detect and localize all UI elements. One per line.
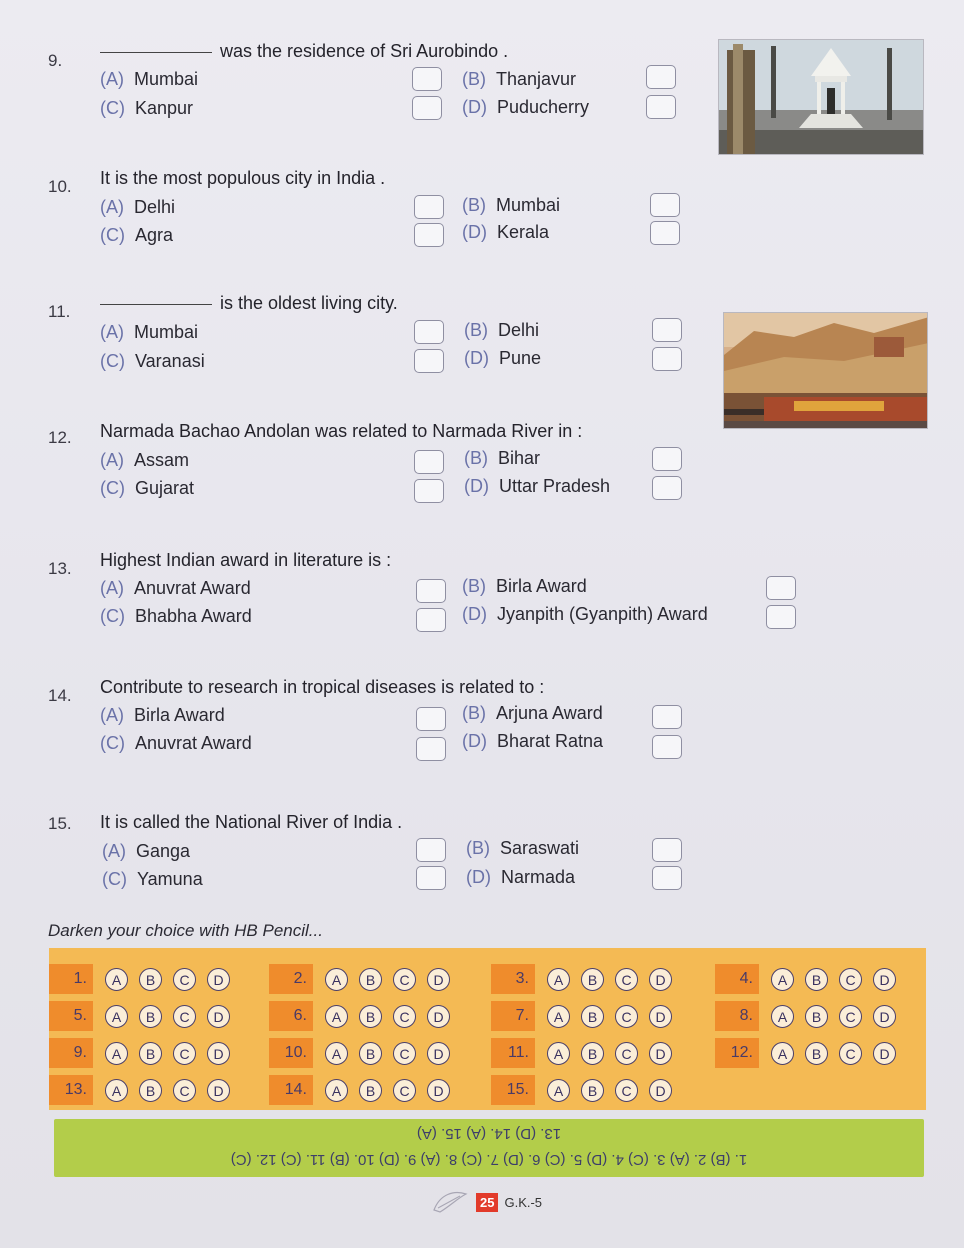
question-text: Highest Indian award in literature is :	[100, 550, 392, 570]
omr-bubble-a[interactable]: A	[325, 1005, 348, 1028]
option-c: (C) Anuvrat Award	[100, 733, 252, 753]
question-number: 9.	[48, 51, 63, 70]
answer-box-b[interactable]	[652, 838, 682, 862]
varanasi-ghats-image	[723, 312, 928, 429]
option-d: (D) Uttar Pradesh	[464, 476, 611, 496]
omr-bubble-c[interactable]: C	[393, 968, 416, 991]
question-number: 12.	[48, 428, 72, 447]
omr-bubble-b[interactable]: B	[359, 968, 382, 991]
option-c: (C) Kanpur	[100, 98, 194, 118]
omr-bubble-a[interactable]: A	[771, 1042, 794, 1065]
omr-bubble-a[interactable]: A	[547, 1005, 570, 1028]
omr-bubble-c[interactable]: C	[393, 1079, 416, 1102]
omr-bubble-c[interactable]: C	[393, 1005, 416, 1028]
omr-bubble-a[interactable]: A	[105, 1042, 128, 1065]
answer-box-b[interactable]	[652, 318, 682, 342]
answer-box-b[interactable]	[766, 576, 796, 600]
omr-item-number: 1.	[49, 964, 93, 994]
omr-item	[269, 997, 479, 1035]
omr-bubble-b[interactable]: B	[359, 1005, 382, 1028]
answer-box-c[interactable]	[414, 223, 444, 247]
answer-box-c[interactable]	[416, 608, 446, 632]
omr-item	[49, 960, 259, 998]
omr-bubble-a[interactable]: A	[771, 1005, 794, 1028]
omr-item-number: 14.	[269, 1075, 313, 1105]
question-number: 15.	[48, 814, 72, 833]
omr-bubble-b[interactable]: B	[139, 1005, 162, 1028]
answer-box-d[interactable]	[646, 95, 676, 119]
omr-bubble-d[interactable]: D	[207, 1079, 230, 1102]
option-b: (B) Bihar	[464, 448, 541, 468]
answer-box-a[interactable]	[414, 320, 444, 344]
option-c: (C) Bhabha Award	[100, 606, 252, 626]
answer-box-d[interactable]	[652, 735, 682, 759]
omr-bubble-b[interactable]: B	[581, 968, 604, 991]
answer-key-line-1: 1. (B) 2. (A) 3. (C) 4. (D) 5. (C) 6. (D) 7. (C) 8. (A) 9. (D) 10. (B) 11. (C) 12. (C)	[230, 1151, 748, 1168]
question-number: 10.	[48, 177, 72, 196]
answer-box-d[interactable]	[650, 221, 680, 245]
omr-item	[49, 997, 259, 1035]
answer-box-b[interactable]	[652, 705, 682, 729]
option-d: (D) Jyanpith (Gyanpith) Award	[462, 604, 708, 624]
omr-bubble-c[interactable]: C	[839, 968, 862, 991]
option-a: (A) Birla Award	[100, 705, 225, 725]
omr-item-number: 4.	[715, 964, 759, 994]
omr-bubble-c[interactable]: C	[615, 1079, 638, 1102]
option-c: (C) Agra	[100, 225, 174, 245]
answer-box-a[interactable]	[416, 838, 446, 862]
omr-bubble-a[interactable]: A	[547, 1042, 570, 1065]
omr-item-number: 3.	[491, 964, 535, 994]
omr-bubble-d[interactable]: D	[427, 1005, 450, 1028]
omr-bubble-b[interactable]: B	[805, 968, 828, 991]
omr-bubble-a[interactable]: A	[325, 1079, 348, 1102]
omr-bubble-b[interactable]: B	[581, 1079, 604, 1102]
omr-bubble-c[interactable]: C	[393, 1042, 416, 1065]
answer-box-a[interactable]	[416, 707, 446, 731]
omr-item	[269, 960, 479, 998]
omr-row	[49, 1071, 926, 1109]
answer-box-b[interactable]	[650, 193, 680, 217]
omr-item	[491, 997, 701, 1035]
omr-bubble-c[interactable]: C	[615, 1005, 638, 1028]
answer-box-b[interactable]	[652, 447, 682, 471]
omr-row	[49, 997, 926, 1035]
option-a: (A) Mumbai	[100, 69, 199, 89]
answer-key-line-2: 13. (D) 14. (A) 15. (A)	[416, 1125, 562, 1142]
omr-bubble-b[interactable]: B	[139, 1079, 162, 1102]
omr-bubble-b[interactable]: B	[359, 1042, 382, 1065]
subject-code: G.K.-5	[504, 1194, 543, 1210]
omr-bubble-b[interactable]: B	[359, 1079, 382, 1102]
omr-bubble-a[interactable]: A	[547, 968, 570, 991]
omr-item	[491, 960, 701, 998]
omr-item	[269, 1034, 479, 1072]
answer-key-strip	[54, 1119, 924, 1177]
omr-bubble-b[interactable]: B	[805, 1042, 828, 1065]
omr-bubble-a[interactable]: A	[105, 1079, 128, 1102]
omr-bubble-c[interactable]: C	[615, 1042, 638, 1065]
option-d: (D) Narmada	[466, 867, 576, 887]
answer-box-a[interactable]	[416, 579, 446, 603]
option-d: (D) Pune	[464, 348, 542, 368]
omr-bubble-d[interactable]: D	[873, 1042, 896, 1065]
omr-bubble-d[interactable]: D	[427, 968, 450, 991]
option-a: (A) Assam	[100, 450, 190, 470]
omr-item	[491, 1071, 701, 1109]
option-c: (C) Gujarat	[100, 478, 195, 498]
omr-item	[715, 1034, 925, 1072]
omr-item	[269, 1071, 479, 1109]
omr-item-number: 11.	[491, 1038, 535, 1068]
omr-item	[715, 997, 925, 1035]
omr-bubble-a[interactable]: A	[547, 1079, 570, 1102]
omr-bubble-d[interactable]: D	[649, 1079, 672, 1102]
omr-bubble-c[interactable]: C	[839, 1042, 862, 1065]
omr-bubble-d[interactable]: D	[207, 1042, 230, 1065]
answer-box-c[interactable]	[414, 479, 444, 503]
omr-bubble-d[interactable]: D	[207, 968, 230, 991]
omr-item-number: 10.	[269, 1038, 313, 1068]
omr-bubble-c[interactable]: C	[839, 1005, 862, 1028]
option-a: (A) Ganga	[102, 841, 191, 861]
omr-bubble-b[interactable]: B	[805, 1005, 828, 1028]
question-text: was the residence of Sri Aurobindo .	[100, 41, 508, 62]
question-text: is the oldest living city.	[100, 293, 398, 314]
pondicherry-monument-image	[718, 39, 924, 155]
fill-blank	[100, 304, 212, 305]
question-text: It is called the National River of India .	[100, 812, 403, 832]
option-d: (D) Puducherry	[462, 97, 590, 117]
option-b: (B) Arjuna Award	[462, 703, 603, 723]
option-d: (D) Bharat Ratna	[462, 731, 604, 751]
option-a: (A) Mumbai	[100, 322, 199, 342]
omr-bubble-a[interactable]: A	[105, 968, 128, 991]
omr-bubble-d[interactable]: D	[873, 1005, 896, 1028]
omr-bubble-a[interactable]: A	[325, 1042, 348, 1065]
omr-bubble-c[interactable]: C	[173, 968, 196, 991]
page-footer	[430, 1190, 542, 1214]
omr-bubble-d[interactable]: D	[427, 1079, 450, 1102]
option-c: (C) Yamuna	[102, 869, 203, 889]
answer-box-c[interactable]	[416, 737, 446, 761]
leaf-ornament-icon	[430, 1188, 470, 1216]
question-number: 13.	[48, 559, 72, 578]
omr-item	[49, 1034, 259, 1072]
answer-box-c[interactable]	[412, 96, 442, 120]
omr-bubble-b[interactable]: B	[139, 968, 162, 991]
option-c: (C) Varanasi	[100, 351, 205, 371]
question-text: Contribute to research in tropical diseases is related to :	[100, 677, 545, 697]
answer-box-a[interactable]	[414, 195, 444, 219]
omr-bubble-b[interactable]: B	[581, 1042, 604, 1065]
omr-item-number: 8.	[715, 1001, 759, 1031]
option-b: (B) Birla Award	[462, 576, 587, 596]
omr-bubble-a[interactable]: A	[771, 968, 794, 991]
answer-box-b[interactable]	[646, 65, 676, 89]
omr-item	[49, 1071, 259, 1109]
omr-bubble-d[interactable]: D	[873, 968, 896, 991]
omr-bubble-d[interactable]: D	[649, 1042, 672, 1065]
omr-answer-sheet	[49, 948, 926, 1110]
omr-item-number: 6.	[269, 1001, 313, 1031]
omr-item-number: 12.	[715, 1038, 759, 1068]
page-number: 25	[476, 1193, 498, 1212]
answer-box-d[interactable]	[652, 476, 682, 500]
omr-item-number: 2.	[269, 964, 313, 994]
answer-box-c[interactable]	[416, 866, 446, 890]
answer-box-a[interactable]	[414, 450, 444, 474]
omr-bubble-d[interactable]: D	[649, 1005, 672, 1028]
omr-bubble-a[interactable]: A	[105, 1005, 128, 1028]
option-d: (D) Kerala	[462, 222, 550, 242]
question-text: It is the most populous city in India .	[100, 168, 386, 188]
omr-bubble-d[interactable]: D	[649, 968, 672, 991]
question-number: 11.	[48, 302, 71, 321]
omr-item-number: 5.	[49, 1001, 93, 1031]
option-b: (B) Delhi	[464, 320, 540, 340]
omr-instruction: Darken your choice with HB Pencil...	[48, 921, 323, 940]
omr-row	[49, 1034, 926, 1072]
option-b: (B) Thanjavur	[462, 69, 577, 89]
omr-item-number: 13.	[49, 1075, 93, 1105]
omr-row	[49, 960, 926, 998]
option-a: (A) Delhi	[100, 197, 176, 217]
omr-bubble-c[interactable]: C	[615, 968, 638, 991]
fill-blank	[100, 52, 212, 53]
omr-item-number: 9.	[49, 1038, 93, 1068]
omr-item	[715, 960, 925, 998]
answer-box-d[interactable]	[652, 866, 682, 890]
question-number: 14.	[48, 686, 72, 705]
question-text: Narmada Bachao Andolan was related to Narmada River in :	[100, 421, 583, 441]
answer-box-d[interactable]	[766, 605, 796, 629]
answer-box-d[interactable]	[652, 347, 682, 371]
option-b: (B) Mumbai	[462, 195, 561, 215]
option-b: (B) Saraswati	[466, 838, 580, 858]
omr-bubble-b[interactable]: B	[581, 1005, 604, 1028]
omr-bubble-c[interactable]: C	[173, 1005, 196, 1028]
omr-bubble-c[interactable]: C	[173, 1042, 196, 1065]
omr-item-number: 7.	[491, 1001, 535, 1031]
omr-bubble-a[interactable]: A	[325, 968, 348, 991]
answer-box-a[interactable]	[412, 67, 442, 91]
omr-item-number: 15.	[491, 1075, 535, 1105]
omr-item	[491, 1034, 701, 1072]
omr-bubble-b[interactable]: B	[139, 1042, 162, 1065]
omr-bubble-c[interactable]: C	[173, 1079, 196, 1102]
omr-bubble-d[interactable]: D	[207, 1005, 230, 1028]
option-a: (A) Anuvrat Award	[100, 578, 251, 598]
answer-box-c[interactable]	[414, 349, 444, 373]
omr-bubble-d[interactable]: D	[427, 1042, 450, 1065]
